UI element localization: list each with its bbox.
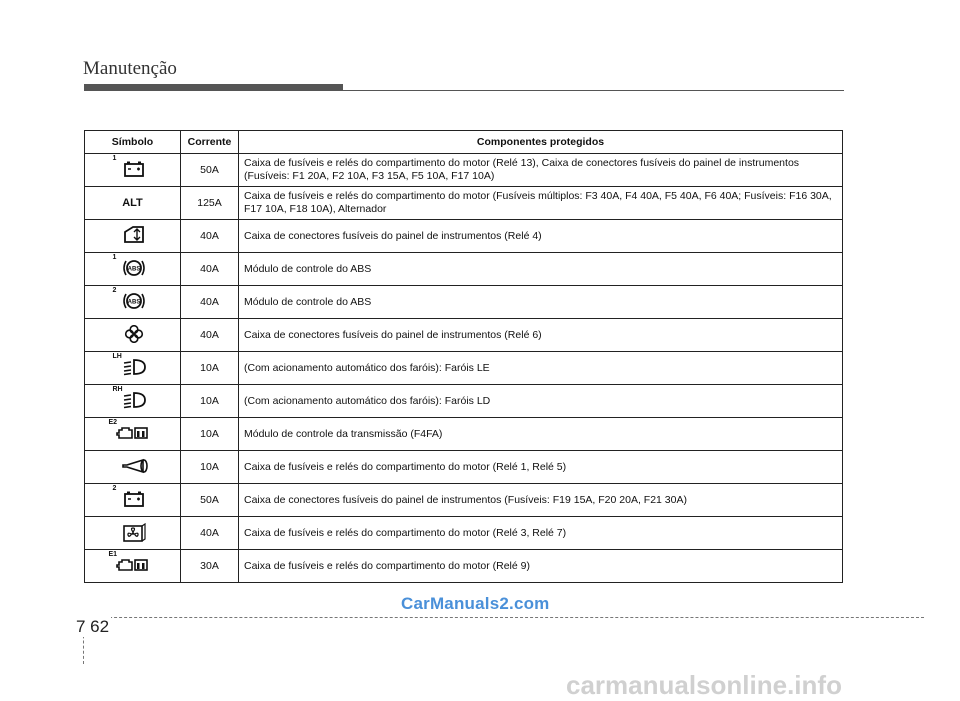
symbol-cell: [85, 352, 181, 385]
symbol-cell: [85, 517, 181, 550]
components-cell: Caixa de conectores fusíveis do painel de instrumentos (Fusíveis: F19 15A, F20 20A, F21 30A): [239, 484, 843, 517]
current-cell: 40A: [181, 517, 239, 550]
current-cell: 50A: [181, 484, 239, 517]
table-row: [85, 451, 843, 484]
current-cell: 30A: [181, 550, 239, 583]
alternator-symbol-text: ALT: [122, 197, 143, 209]
battery-icon: [121, 160, 147, 178]
abs-icon: [121, 259, 147, 277]
svg-text:ABS: ABS: [127, 266, 140, 272]
table-row: [85, 418, 843, 451]
header-components: Componentes protegidos: [239, 131, 843, 154]
fuse-table: [84, 130, 843, 583]
current-cell: 50A: [181, 154, 239, 187]
symbol-superscript: 2: [112, 286, 117, 294]
components-cell: Módulo de controle do ABS: [239, 253, 843, 286]
svg-text:ABS: ABS: [127, 299, 140, 305]
header-current: Corrente: [181, 131, 239, 154]
table-row: [85, 154, 843, 187]
current-cell: 10A: [181, 418, 239, 451]
symbol-cell: [85, 286, 181, 319]
current-cell: 40A: [181, 253, 239, 286]
components-cell: Caixa de fusíveis e relés do compartimento do motor (Relé 9): [239, 550, 843, 583]
power-window-icon: [121, 226, 147, 244]
current-cell: 10A: [181, 385, 239, 418]
header-divider-line: [84, 90, 844, 91]
symbol-cell: [85, 385, 181, 418]
symbol-superscript: LH: [112, 352, 122, 360]
battery-icon: [121, 490, 147, 508]
symbol-superscript: 1: [112, 154, 117, 162]
current-cell: 10A: [181, 352, 239, 385]
watermark-carmanualsonline: carmanualsonline.info: [566, 670, 842, 700]
header-symbol: Símbolo: [85, 131, 181, 154]
components-cell: (Com acionamento automático dos faróis): Faróis LD: [239, 385, 843, 418]
watermark-carmanuals2: CarManuals2.com: [401, 594, 550, 613]
components-cell: Caixa de fusíveis e relés do compartimento do motor (Fusíveis múltiplos: F3 40A, F4 40A, F5 40A, F6 40A; Fusíveis: F16 30A, F17 10A, F18 10A), Alternador: [239, 187, 843, 220]
symbol-superscript: RH: [112, 385, 123, 393]
horn-icon: [121, 457, 149, 475]
blower-fan-icon: [121, 325, 147, 343]
symbol-superscript: E1: [108, 550, 118, 558]
symbol-cell: [85, 484, 181, 517]
radiator-fan-icon: [121, 523, 147, 543]
abs-icon: [121, 292, 147, 310]
symbol-cell: [85, 418, 181, 451]
page-section-title: Manutenção: [83, 58, 177, 79]
table-row: [85, 484, 843, 517]
table-row: [85, 517, 843, 550]
components-cell: (Com acionamento automático dos faróis): Faróis LE: [239, 352, 843, 385]
current-cell: 10A: [181, 451, 239, 484]
components-cell: Caixa de fusíveis e relés do compartimento do motor (Relé 3, Relé 7): [239, 517, 843, 550]
table-row: [85, 187, 843, 220]
headlamp-icon: [121, 391, 147, 409]
components-cell: Caixa de conectores fusíveis do painel de instrumentos (Relé 6): [239, 319, 843, 352]
table-row: [85, 352, 843, 385]
symbol-cell: [85, 253, 181, 286]
engine-transmission-icon: [115, 556, 149, 574]
table-row: [85, 385, 843, 418]
current-cell: 40A: [181, 220, 239, 253]
headlamp-icon: [121, 358, 147, 376]
symbol-cell: [85, 220, 181, 253]
footer-divider: [84, 617, 924, 618]
components-cell: Caixa de fusíveis e relés do compartimento do motor (Relé 1, Relé 5): [239, 451, 843, 484]
symbol-superscript: 1: [112, 253, 117, 261]
table-row: [85, 220, 843, 253]
current-cell: 40A: [181, 319, 239, 352]
symbol-superscript: 2: [112, 484, 117, 492]
table-header-row: [85, 131, 843, 154]
symbol-cell: [85, 154, 181, 187]
components-cell: Caixa de conectores fusíveis do painel de instrumentos (Relé 4): [239, 220, 843, 253]
components-cell: Caixa de fusíveis e relés do compartimento do motor (Relé 13), Caixa de conectores fusíveis do painel de instrumentos (Fusíveis: F1 20A, F2 10A, F3 15A, F5 10A, F17 10A): [239, 154, 843, 187]
table-row: [85, 286, 843, 319]
table-row: [85, 253, 843, 286]
table-row: [85, 319, 843, 352]
current-cell: 125A: [181, 187, 239, 220]
table-row: [85, 550, 843, 583]
symbol-superscript: E2: [108, 418, 118, 426]
page-number: 7 62: [76, 617, 110, 636]
symbol-cell: [85, 550, 181, 583]
symbol-cell: [85, 187, 181, 220]
symbol-cell: [85, 319, 181, 352]
engine-transmission-icon: [115, 424, 149, 442]
components-cell: Módulo de controle do ABS: [239, 286, 843, 319]
components-cell: Módulo de controle da transmissão (F4FA): [239, 418, 843, 451]
symbol-cell: [85, 451, 181, 484]
current-cell: 40A: [181, 286, 239, 319]
